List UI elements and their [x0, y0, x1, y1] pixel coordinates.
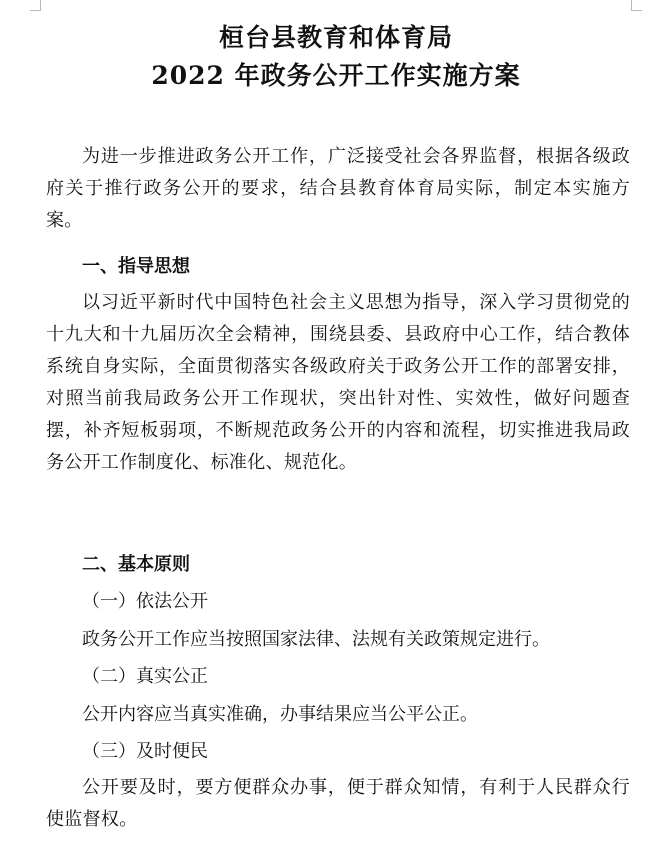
- principle-1-label: （一）依法公开: [82, 591, 208, 612]
- principle-3-text: 公开要及时，要方便群众办事，便于群众知情，有利于人民群众行使监督权。: [46, 777, 630, 830]
- document-title: 桓台县教育和体育局: [218, 23, 453, 52]
- section-heading-guiding-ideology: 一、指导思想: [82, 256, 190, 277]
- document-subtitle: 2022 年政务公开工作实施方案: [151, 61, 521, 90]
- principle-1-text: 政务公开工作应当按照国家法律、法规有关政策规定进行。: [82, 629, 550, 650]
- guiding-ideology-paragraph: 以习近平新时代中国特色社会主义思想为指导，深入学习贯彻党的十九大和十九届历次全会精神，围绕县委、县政府中心工作，结合教体系统自身实际，全面贯彻落实各级政府关于政务公开工作的部署安排，对照当前我局政务公开工作现状，突出针对性、实效性，做好问题查摆，补齐短板弱项，不断规范政务公开的内容和流程，切实推进我局政务公开工作制度化、标准化、规范化。: [46, 292, 630, 473]
- principle-2-text: 公开内容应当真实准确，办事结果应当公平公正。: [82, 704, 478, 725]
- page-corner-mark-left: [30, 0, 41, 11]
- principle-2-label: （二）真实公正: [82, 666, 208, 687]
- page-corner-mark-right: [631, 0, 642, 11]
- intro-paragraph: 为进一步推进政务公开工作，广泛接受社会各界监督，根据各级政府关于推行政务公开的要求，结合县教育体育局实际，制定本实施方案。: [46, 146, 630, 231]
- section-heading-basic-principles: 二、基本原则: [82, 554, 190, 575]
- principle-3-label: （三）及时便民: [82, 741, 208, 762]
